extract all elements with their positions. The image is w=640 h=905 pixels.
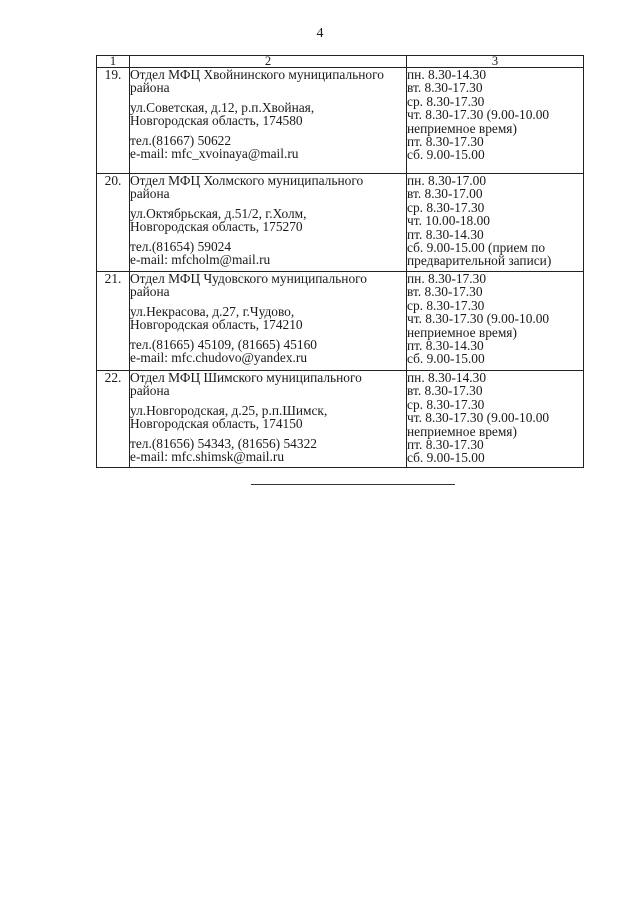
table-row bbox=[97, 174, 584, 272]
column-header-2: 2 bbox=[130, 56, 407, 68]
row-number: 22. bbox=[97, 371, 130, 468]
office-name-line: района bbox=[130, 383, 170, 399]
office-email: e-mail: mfc.shimsk@mail.ru bbox=[130, 449, 285, 465]
column-header-3: 3 bbox=[407, 56, 584, 68]
mfc-offices-table bbox=[96, 55, 584, 468]
office-details bbox=[130, 174, 407, 272]
office-name-line: Отдел МФЦ Холмского муниципального bbox=[130, 173, 364, 188]
schedule-line: сб. 9.00-15.00 (прием по bbox=[407, 240, 546, 256]
office-address-line: Новгородская область, 174150 bbox=[130, 416, 303, 432]
schedule-line: пт. 8.30-14.30 bbox=[407, 338, 484, 354]
schedule-line: чт. 8.30-17.30 (9.00-10.00 bbox=[407, 410, 550, 426]
schedule-line: ср. 8.30-17.30 bbox=[407, 396, 485, 412]
schedule-line: ср. 8.30-17.30 bbox=[407, 199, 485, 215]
schedule-line: чт. 8.30-17.30 (9.00-10.00 bbox=[407, 311, 550, 327]
schedule-line: вт. 8.30-17.30 bbox=[407, 80, 483, 96]
schedule-line: неприемное время) bbox=[407, 324, 517, 340]
office-address-line: Новгородская область, 174580 bbox=[130, 113, 303, 129]
schedule-line: ср. 8.30-17.30 bbox=[407, 93, 485, 109]
table-header bbox=[97, 56, 584, 68]
schedule-line: пн. 8.30-14.30 bbox=[407, 370, 487, 385]
row-number: 21. bbox=[97, 272, 130, 371]
office-schedule bbox=[407, 68, 584, 174]
table-row bbox=[97, 272, 584, 371]
schedule-line: чт. 8.30-17.30 (9.00-10.00 bbox=[407, 107, 550, 123]
row-number: 20. bbox=[97, 174, 130, 272]
schedule-line: пт. 8.30-17.30 bbox=[407, 437, 484, 453]
office-address-line: Новгородская область, 175270 bbox=[130, 219, 303, 235]
office-email: e-mail: mfc.chudovo@yandex.ru bbox=[130, 350, 308, 366]
office-email: e-mail: mfcholm@mail.ru bbox=[130, 252, 271, 268]
office-schedule bbox=[407, 174, 584, 272]
schedule-line: неприемное время) bbox=[407, 120, 517, 136]
schedule-line: пн. 8.30-17.00 bbox=[407, 173, 487, 188]
office-address-line: ул.Октябрьская, д.51/2, г.Холм, bbox=[130, 205, 307, 221]
office-phone: тел.(81656) 54343, (81656) 54322 bbox=[130, 435, 317, 451]
schedule-line: сб. 9.00-15.00 bbox=[407, 147, 485, 163]
office-address-line: ул.Некрасова, д.27, г.Чудово, bbox=[130, 303, 295, 319]
office-name-line: района bbox=[130, 186, 170, 202]
office-schedule bbox=[407, 272, 584, 371]
schedule-line: неприемное время) bbox=[407, 423, 517, 439]
schedule-line: сб. 9.00-15.00 bbox=[407, 351, 485, 367]
office-name-line: района bbox=[130, 284, 170, 300]
schedule-line: предварительной записи) bbox=[407, 253, 552, 269]
schedule-line: вт. 8.30-17.30 bbox=[407, 284, 483, 300]
header-row bbox=[97, 56, 584, 68]
office-details bbox=[130, 371, 407, 468]
office-address-line: Новгородская область, 174210 bbox=[130, 317, 303, 333]
schedule-line: ср. 8.30-17.30 bbox=[407, 297, 485, 313]
office-address-line: ул.Советская, д.12, р.п.Хвойная, bbox=[130, 99, 315, 115]
table-body bbox=[97, 68, 584, 468]
table-row bbox=[97, 68, 584, 174]
office-details bbox=[130, 68, 407, 174]
schedule-line: вт. 8.30-17.30 bbox=[407, 383, 483, 399]
row-number: 19. bbox=[97, 68, 130, 174]
schedule-line: пн. 8.30-17.30 bbox=[407, 271, 487, 286]
column-header-1: 1 bbox=[97, 56, 130, 68]
office-phone: тел.(81654) 59024 bbox=[130, 238, 232, 254]
schedule-line: чт. 10.00-18.00 bbox=[407, 213, 490, 229]
office-details bbox=[130, 272, 407, 371]
office-schedule bbox=[407, 371, 584, 468]
office-name-line: Отдел МФЦ Хвойнинского муниципального bbox=[130, 67, 384, 82]
office-name-line: Отдел МФЦ Шимского муниципального bbox=[130, 370, 362, 385]
schedule-line: сб. 9.00-15.00 bbox=[407, 450, 485, 466]
office-phone: тел.(81665) 45109, (81665) 45160 bbox=[130, 336, 317, 352]
office-phone: тел.(81667) 50622 bbox=[130, 132, 232, 148]
office-email: e-mail: mfc_xvoinaya@mail.ru bbox=[130, 146, 299, 162]
schedule-line: пн. 8.30-14.30 bbox=[407, 67, 487, 82]
table-row bbox=[97, 371, 584, 468]
schedule-line: пт. 8.30-17.30 bbox=[407, 134, 484, 150]
page-number: 4 bbox=[316, 26, 324, 41]
office-name-line: Отдел МФЦ Чудовского муниципального bbox=[130, 271, 367, 286]
office-address-line: ул.Новгородская, д.25, р.п.Шимск, bbox=[130, 402, 328, 418]
schedule-line: вт. 8.30-17.00 bbox=[407, 186, 483, 202]
end-divider-line bbox=[251, 484, 455, 485]
schedule-line: пт. 8.30-14.30 bbox=[407, 226, 484, 242]
office-name-line: района bbox=[130, 80, 170, 96]
